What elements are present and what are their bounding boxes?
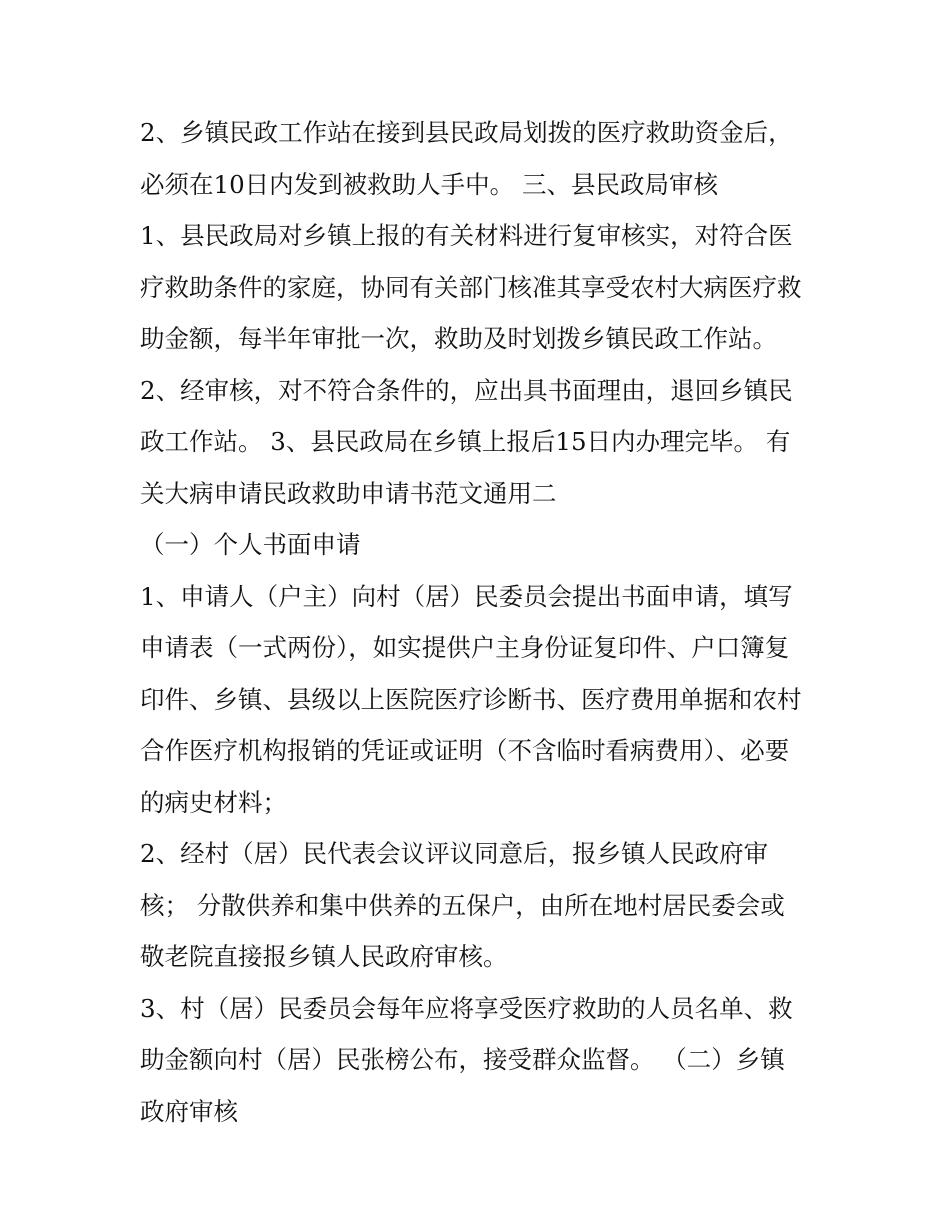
text-line: 敬老院直接报乡镇人民政府审核。	[140, 942, 508, 971]
text-line: 2、经村（居）民代表会议评议同意后，报乡镇人民政府审	[140, 839, 769, 868]
text-line: 关大病申请民政救助申请书范文通用二	[140, 478, 557, 508]
text-line: 的病史材料；	[140, 787, 287, 817]
text-line: 2、乡镇民政工作站在接到县民政局划拨的医疗救助资金后，	[140, 118, 793, 147]
text-line: 必须在10日内发到被救助人手中。 三、县民政局审核	[140, 169, 718, 199]
section-heading: （一）个人书面申请	[140, 530, 361, 559]
document-body	[140, 107, 820, 1137]
text-line: 合作医疗机构报销的凭证或证明（不含临时看病费用）、必要	[140, 736, 790, 765]
text-line: 3、村（居）民委员会每年应将享受医疗救助的人员名单、救	[140, 993, 793, 1023]
text-line: 1、县民政局对乡镇上报的有关材料进行复审核实，对符合医	[140, 221, 793, 250]
text-line: 政府审核	[140, 1096, 238, 1126]
text-line: 疗救助条件的家庭，协同有关部门核准其享受农村大病医疗救	[140, 272, 802, 302]
text-line: 核； 分散供养和集中供养的五保户，由所在地村居民委会或	[140, 890, 785, 920]
text-line: 政工作站。 3、县民政局在乡镇上报后15日内办理完毕。 有	[140, 427, 791, 456]
text-line: 申请表（一式两份），如实提供户主身份证复印件、户口簿复	[140, 633, 790, 662]
text-line: 助金额，每半年审批一次，救助及时划拨乡镇民政工作站。	[140, 324, 777, 353]
text-line: 助金额向村（居）民张榜公布，接受群众监督。 （二）乡镇	[140, 1045, 785, 1074]
text-line: 1、申请人（户主）向村（居）民委员会提出书面申请，填写	[140, 581, 793, 611]
text-line: 印件、乡镇、县级以上医院医疗诊断书、医疗费用单据和农村	[140, 684, 802, 714]
text-line: 2、经审核，对不符合条件的，应出具书面理由，退回乡镇民	[140, 375, 793, 405]
